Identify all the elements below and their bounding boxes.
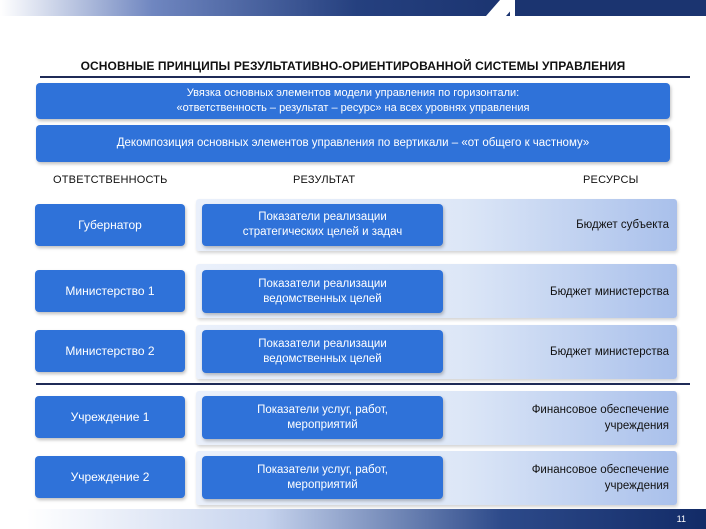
horizontal-banner-line-1: Увязка основных элементов модели управления по горизонтали:: [186, 87, 520, 99]
result-box: [202, 456, 443, 499]
column-header-result: РЕЗУЛЬТАТ: [293, 174, 356, 186]
result-line-2: стратегических целей и задач: [242, 226, 403, 238]
responsibility-box: Губернатор: [35, 204, 185, 246]
resource-text: [469, 330, 669, 373]
result-line-2: ведомственных целей: [263, 292, 382, 305]
horizontal-banner-line-2: «ответственность – результат – ресурс» на всех уровнях управления: [176, 102, 530, 114]
result-line-1: Показатели услуг, работ,: [257, 463, 388, 476]
resource-line-1: Бюджет министерства: [550, 285, 669, 298]
result-box: [202, 330, 443, 373]
title-underline: [40, 76, 690, 78]
resource-line-2: учреждения: [604, 419, 669, 432]
resource-line-2: учреждения: [604, 479, 669, 492]
resource-line-1: Бюджет субъекта: [576, 219, 669, 231]
result-line-1: Показатели услуг, работ,: [257, 403, 388, 416]
result-box: [202, 270, 443, 313]
resource-text: [469, 396, 669, 439]
responsibility-box: Учреждение 1: [35, 396, 185, 438]
responsibility-box: Министерство 1: [35, 270, 185, 312]
vertical-decomposition-banner: Декомпозиция основных элементов управления по вертикали – «от общего к частному»: [36, 125, 670, 162]
resource-text: [469, 456, 669, 499]
page-title: ОСНОВНЫЕ ПРИНЦИПЫ РЕЗУЛЬТАТИВНО-ОРИЕНТИРОВАННОЙ СИСТЕМЫ УПРАВЛЕНИЯ: [80, 59, 626, 73]
responsibility-box: Учреждение 2: [35, 456, 185, 498]
result-line-2: мероприятий: [287, 418, 358, 431]
page-number: 11: [676, 514, 686, 524]
resource-text: [469, 270, 669, 313]
result-line-2: ведомственных целей: [263, 352, 382, 365]
result-box: [202, 204, 443, 246]
responsibility-box: Министерство 2: [35, 330, 185, 372]
resource-line-1: Бюджет министерства: [550, 345, 669, 358]
top-decor-bar: [0, 0, 706, 16]
column-header-resources: РЕСУРСЫ: [583, 174, 639, 186]
result-line-2: мероприятий: [287, 478, 358, 491]
column-header-responsibility: ОТВЕТСТВЕННОСТЬ: [53, 174, 168, 186]
result-line-1: Показатели реализации: [258, 211, 387, 223]
section-divider: [36, 383, 690, 385]
resource-text: [469, 204, 669, 246]
horizontal-linkage-banner: [36, 83, 670, 119]
resource-line-1: Финансовое обеспечение: [531, 403, 669, 416]
footer-bar: [27, 509, 706, 529]
result-box: [202, 396, 443, 439]
resource-line-1: Финансовое обеспечение: [531, 463, 669, 476]
result-line-1: Показатели реализации: [258, 337, 387, 350]
result-line-1: Показатели реализации: [258, 277, 387, 290]
